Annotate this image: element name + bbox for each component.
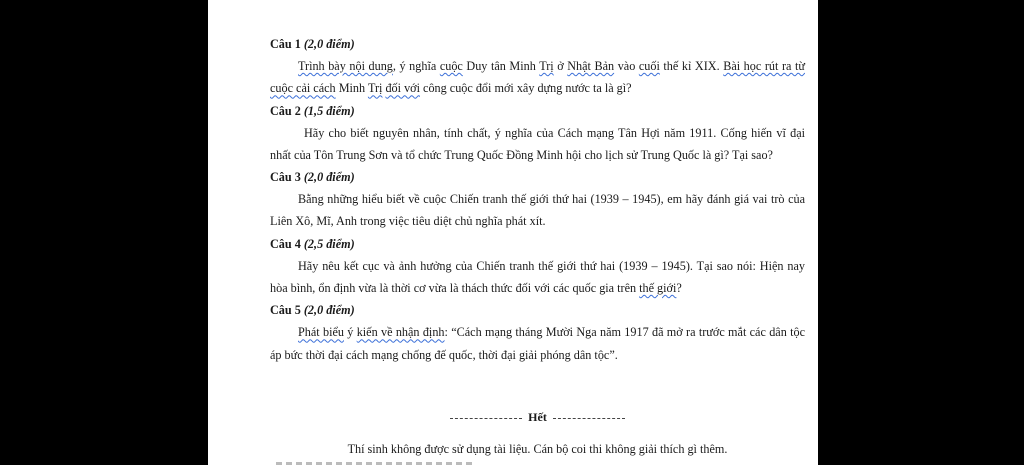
text-segment: ý <box>343 325 357 340</box>
text-segment: Duy tân Minh <box>462 59 540 73</box>
question-heading <box>270 299 805 321</box>
question-points: (2,0 điểm) <box>303 170 355 185</box>
question-heading <box>270 100 805 122</box>
end-label: Hết <box>528 410 547 424</box>
question-heading <box>270 233 805 255</box>
flagged-text: Trị <box>539 59 554 73</box>
flagged-text: cuộc <box>439 59 463 73</box>
flagged-text: Trình bày nội dung <box>298 59 393 73</box>
flagged-text: Trị <box>367 81 383 96</box>
question-heading <box>270 166 805 188</box>
question-text <box>270 122 805 167</box>
question-title: Câu 4 <box>270 236 301 251</box>
question-text <box>270 255 805 300</box>
question-title: Câu 3 <box>270 170 301 185</box>
text-segment: , ý nghĩa <box>392 59 440 73</box>
flagged-text: kiến về nhận định <box>356 325 445 340</box>
text-segment: vào <box>614 59 639 73</box>
question-heading <box>270 33 805 55</box>
text-segment: : “Cách mạng tháng Mười Nga năm 1917 đã mở ra trước mắt các dân tộc áp bức thời đại cách mạng chống đế quốc, thời đại giải phóng dân tộc”. <box>270 325 805 362</box>
text-segment: ở <box>553 59 568 73</box>
question-title: Câu 2 <box>270 103 301 118</box>
flagged-text: Nhật Bản <box>567 59 615 73</box>
question-title: Câu 1 <box>270 37 301 51</box>
text-segment: thế kỉ XIX. <box>659 59 724 73</box>
end-marker <box>270 410 805 425</box>
question-text <box>270 321 805 366</box>
dash-right <box>553 418 625 419</box>
question-title: Câu 5 <box>270 303 301 318</box>
question-text <box>270 55 805 100</box>
flagged-text: Phát biểu <box>298 325 344 340</box>
dash-left <box>450 418 522 419</box>
text-segment: Hãy nêu kết cục và ảnh hưởng của Chiến tranh thế giới thứ hai (1939 – 1945). Tại sao nói: Hiện nay hòa bình, ổn định vừa là thời cơ vừa là thách thức đối với các quốc gia trên <box>270 258 805 296</box>
question-points: (2,5 điểm) <box>303 236 355 251</box>
text-segment: Hãy cho biết nguyên nhân, tính chất, ý nghĩa của Cách mạng Tân Hợi năm 1911. Cống hiến vĩ đại nhất của Tôn Trung Sơn và tổ chức Trung Quốc Đồng Minh hội cho lịch sử Trung Quốc là gì? Tại sao? <box>270 125 805 162</box>
question-points: (2,0 điểm) <box>303 37 355 51</box>
document-page <box>208 0 818 465</box>
text-segment: ? <box>676 281 682 296</box>
question-points: (1,5 điểm) <box>303 103 355 118</box>
flagged-text: thế giới <box>639 281 677 296</box>
footer-note: Thí sinh không được sử dụng tài liệu. Cán bộ coi thi không giải thích gì thêm. <box>347 442 728 456</box>
flagged-text: đối với <box>385 81 420 96</box>
text-segment: Bằng những hiểu biết về cuộc Chiến tranh thế giới thứ hai (1939 – 1945), em hãy đánh giá vai trò của Liên Xô, Mĩ, Anh trong việc tiêu diệt chủ nghĩa phát xít. <box>270 192 805 229</box>
question-text <box>270 188 805 233</box>
exam-questions <box>270 33 805 366</box>
flagged-text: Bài học rút ra từ cuộc cải cách <box>270 59 805 96</box>
text-segment: công cuộc đổi mới xây dựng nước ta là gì? <box>420 81 632 96</box>
flagged-text: cuối <box>638 59 660 73</box>
text-segment: Minh <box>335 81 368 96</box>
question-points: (2,0 điểm) <box>303 303 355 318</box>
